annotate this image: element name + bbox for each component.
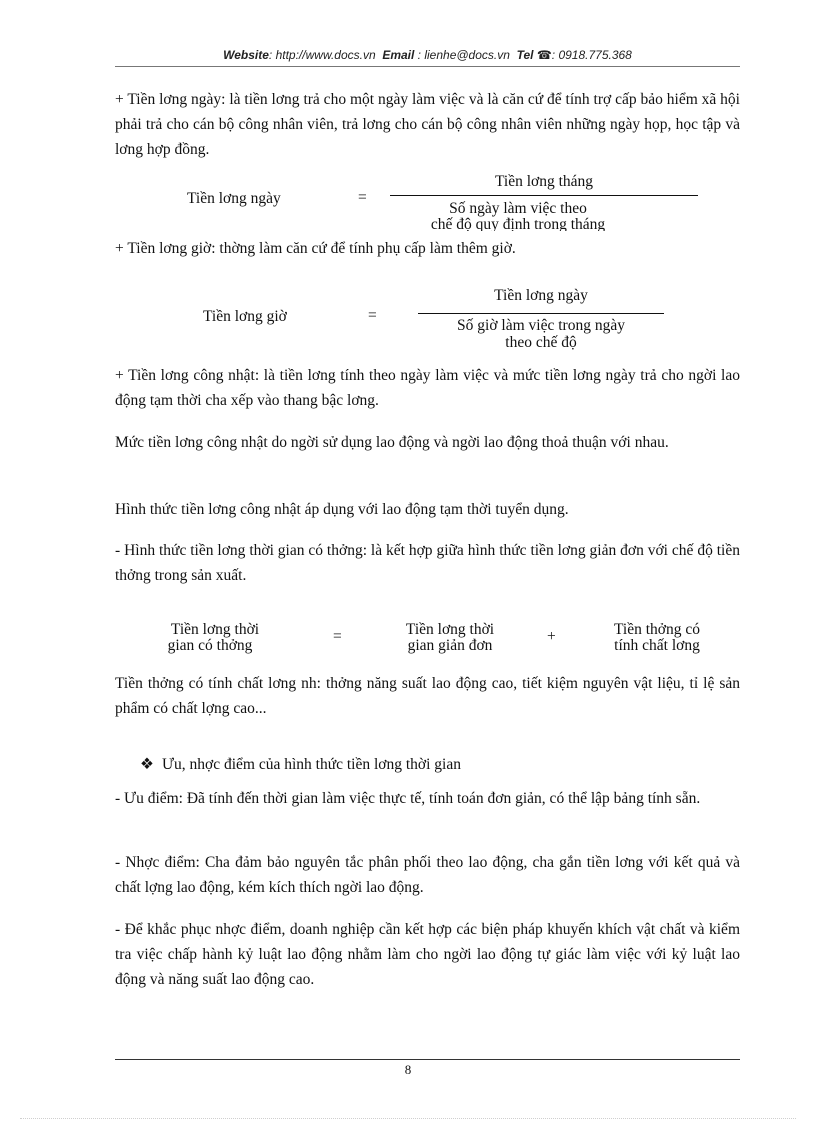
formula2-fraction-line bbox=[418, 313, 664, 314]
formula3-equals: = bbox=[333, 628, 342, 645]
formula1-lhs: Tiền lơng ngày bbox=[187, 190, 281, 207]
website-label: Website bbox=[223, 48, 269, 62]
formula3-plus: + bbox=[547, 628, 556, 645]
formula1-denominator-line2: chế độ quy định trong tháng bbox=[430, 216, 606, 231]
tel-value: : 0918.775.368 bbox=[551, 48, 632, 62]
formula2-denominator-line2: theo chế độ bbox=[505, 334, 577, 351]
formula3-c-line2: tính chất lơng bbox=[614, 637, 700, 654]
formula1-equals: = bbox=[358, 189, 367, 206]
paragraph-hourly-wage: + Tiền lơng giờ: thờng làm căn cứ để tính phụ cấp làm thêm giờ. bbox=[115, 240, 516, 257]
paragraph-disadvantages: - Nhợc điểm: Cha đảm bảo nguyên tắc phân phối theo lao động, cha gắn tiền lơng với kết quả và chất lợng lao động, kém kích thích ngời lao động. bbox=[115, 854, 740, 896]
four-diamond-icon: ❖ bbox=[140, 756, 154, 773]
formula3-c-line1: Tiền thởng có bbox=[614, 621, 700, 638]
paragraph-time-bonus-wage: - Hình thức tiền lơng thời gian có thởng: là kết hợp giữa hình thức tiền lơng giản đơn với chế độ tiền thởng trong sản xuất. bbox=[115, 542, 740, 584]
email-value: : lienhe@docs.vn bbox=[417, 48, 510, 62]
section-heading-pros-cons bbox=[140, 752, 461, 777]
paragraph-daylabor-agreement: Mức tiền lơng công nhật do ngời sử dụng lao động và ngời lao động thoả thuận với nhau. bbox=[115, 434, 669, 451]
formula2-numerator: Tiền lơng ngày bbox=[494, 287, 588, 304]
formula3-a-line1: Tiền lơng thời bbox=[170, 621, 260, 638]
formula1-numerator: Tiền lơng tháng bbox=[494, 173, 594, 190]
paragraph-remedy: - Để khắc phục nhợc điểm, doanh nghiệp cần kết hợp các biện pháp khuyến khích vật chất và kiểm tra việc chấp hành kỷ luật lao động nhằm làm cho ngời lao động tự giác làm việc với kỷ luật lao động và năng suất lao động cao. bbox=[115, 921, 740, 988]
website-value: : http://www.docs.vn bbox=[268, 48, 376, 62]
formula1-denominator-line1: Số ngày làm việc theo bbox=[449, 200, 587, 217]
tel-label: Tel bbox=[516, 48, 534, 62]
formula2-denominator-line1: Số giờ làm việc trong ngày bbox=[457, 317, 625, 334]
paragraph-bonus-types: Tiền thởng có tính chất lơng nh: thởng năng suất lao động cao, tiết kiệm nguyên vật liệu, tỉ lệ sản phẩm có chất lợng cao... bbox=[115, 675, 740, 717]
formula2-equals: = bbox=[368, 307, 377, 324]
formula2-lhs: Tiền lơng giờ bbox=[203, 308, 287, 325]
formula1-fraction-line bbox=[390, 195, 698, 196]
paragraph-daylabor-usage: Hình thức tiền lơng công nhật áp dụng với lao động tạm thời tuyển dụng. bbox=[115, 501, 569, 518]
paragraph-advantages: - Ưu điểm: Đã tính đến thời gian làm việc thực tế, tính toán đơn giản, có thể lập bảng tính sẵn. bbox=[115, 790, 701, 807]
paragraph-daily-wage: + Tiền lơng ngày: là tiền lơng trả cho một ngày làm việc và là căn cứ để tính trợ cấp bảo hiểm xã hội phải trả cho cán bộ công nhân viên, trả lơng cho cán bộ công nhân viên những ngày họp, học tập và lơng hợp đồng. bbox=[115, 91, 740, 158]
formula3-b-line2: gian giản đơn bbox=[407, 637, 493, 654]
footer-divider bbox=[115, 1059, 740, 1060]
section-heading-text: Ưu, nhợc điểm của hình thức tiền lơng thời gian bbox=[162, 756, 461, 773]
page-bottom-dotted-border bbox=[20, 1118, 796, 1119]
phone-icon: ☎ bbox=[536, 48, 552, 62]
formula3-b-line1: Tiền lơng thời bbox=[405, 621, 495, 638]
page-number: 8 bbox=[404, 1062, 412, 1077]
email-label: Email bbox=[382, 48, 415, 62]
page-header bbox=[115, 44, 740, 67]
paragraph-daylabor-wage: + Tiền lơng công nhật: là tiền lơng tính theo ngày làm việc và mức tiền lơng ngày trả cho ngời lao động tạm thời cha xếp vào thang bậc lơng. bbox=[115, 367, 740, 409]
formula3-a-line2: gian có thởng bbox=[167, 637, 253, 654]
